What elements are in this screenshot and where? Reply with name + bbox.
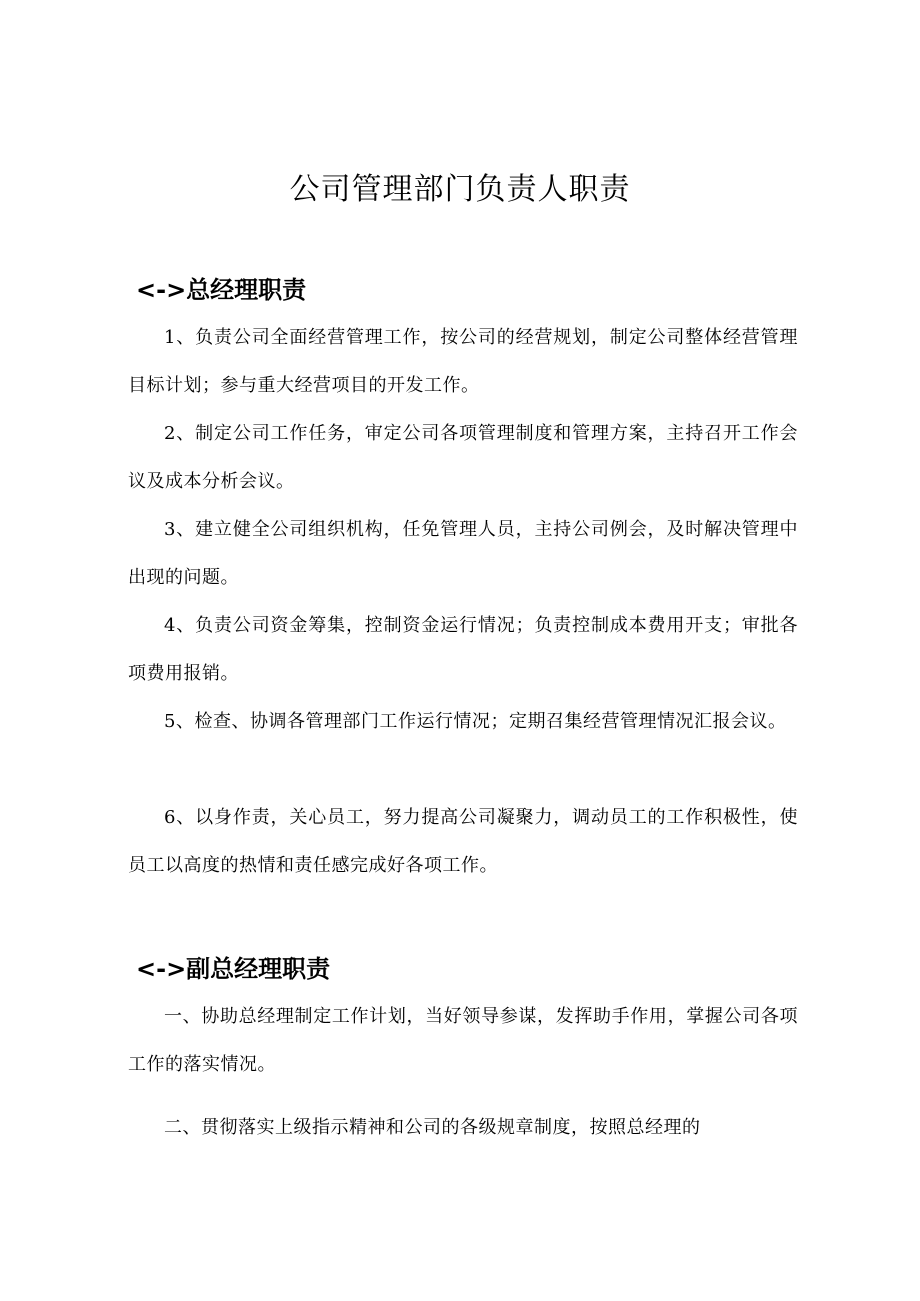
paragraph-gm-4: 4、负责公司资金筹集，控制资金运行情况；负责控制成本费用开支；审批各项费用报销。	[128, 615, 798, 684]
section-heading-deputy-general-manager: <->副总经理职责	[136, 955, 331, 983]
paragraph-gm-5: 5、检查、协调各管理部门工作运行情况；定期召集经营管理情况汇报会议。	[164, 711, 787, 732]
paragraph-gm-1: 1、负责公司全面经营管理工作，按公司的经营规划，制定公司整体经营管理目标计划；参与重大经营项目的开发工作。	[128, 327, 798, 396]
paragraph-dgm-2: 二、贯彻落实上级指示精神和公司的各级规章制度，按照总经理的	[164, 1117, 701, 1138]
paragraph-gm-3: 3、建立健全公司组织机构，任免管理人员，主持公司例会，及时解决管理中出现的问题。	[128, 519, 798, 588]
paragraph-gm-6: 6、以身作责，关心员工，努力提高公司凝聚力，调动员工的工作积极性，使员工以高度的热情和责任感完成好各项工作。	[128, 807, 798, 876]
paragraph-dgm-1: 一、协助总经理制定工作计划，当好领导参谋，发挥助手作用，掌握公司各项工作的落实情况。	[128, 1006, 798, 1075]
paragraph-gm-2: 2、制定公司工作任务，审定公司各项管理制度和管理方案，主持召开工作会议及成本分析会议。	[128, 423, 798, 492]
page-title: 公司管理部门负责人职责	[289, 172, 631, 207]
section-heading-general-manager: <->总经理职责	[136, 276, 307, 304]
